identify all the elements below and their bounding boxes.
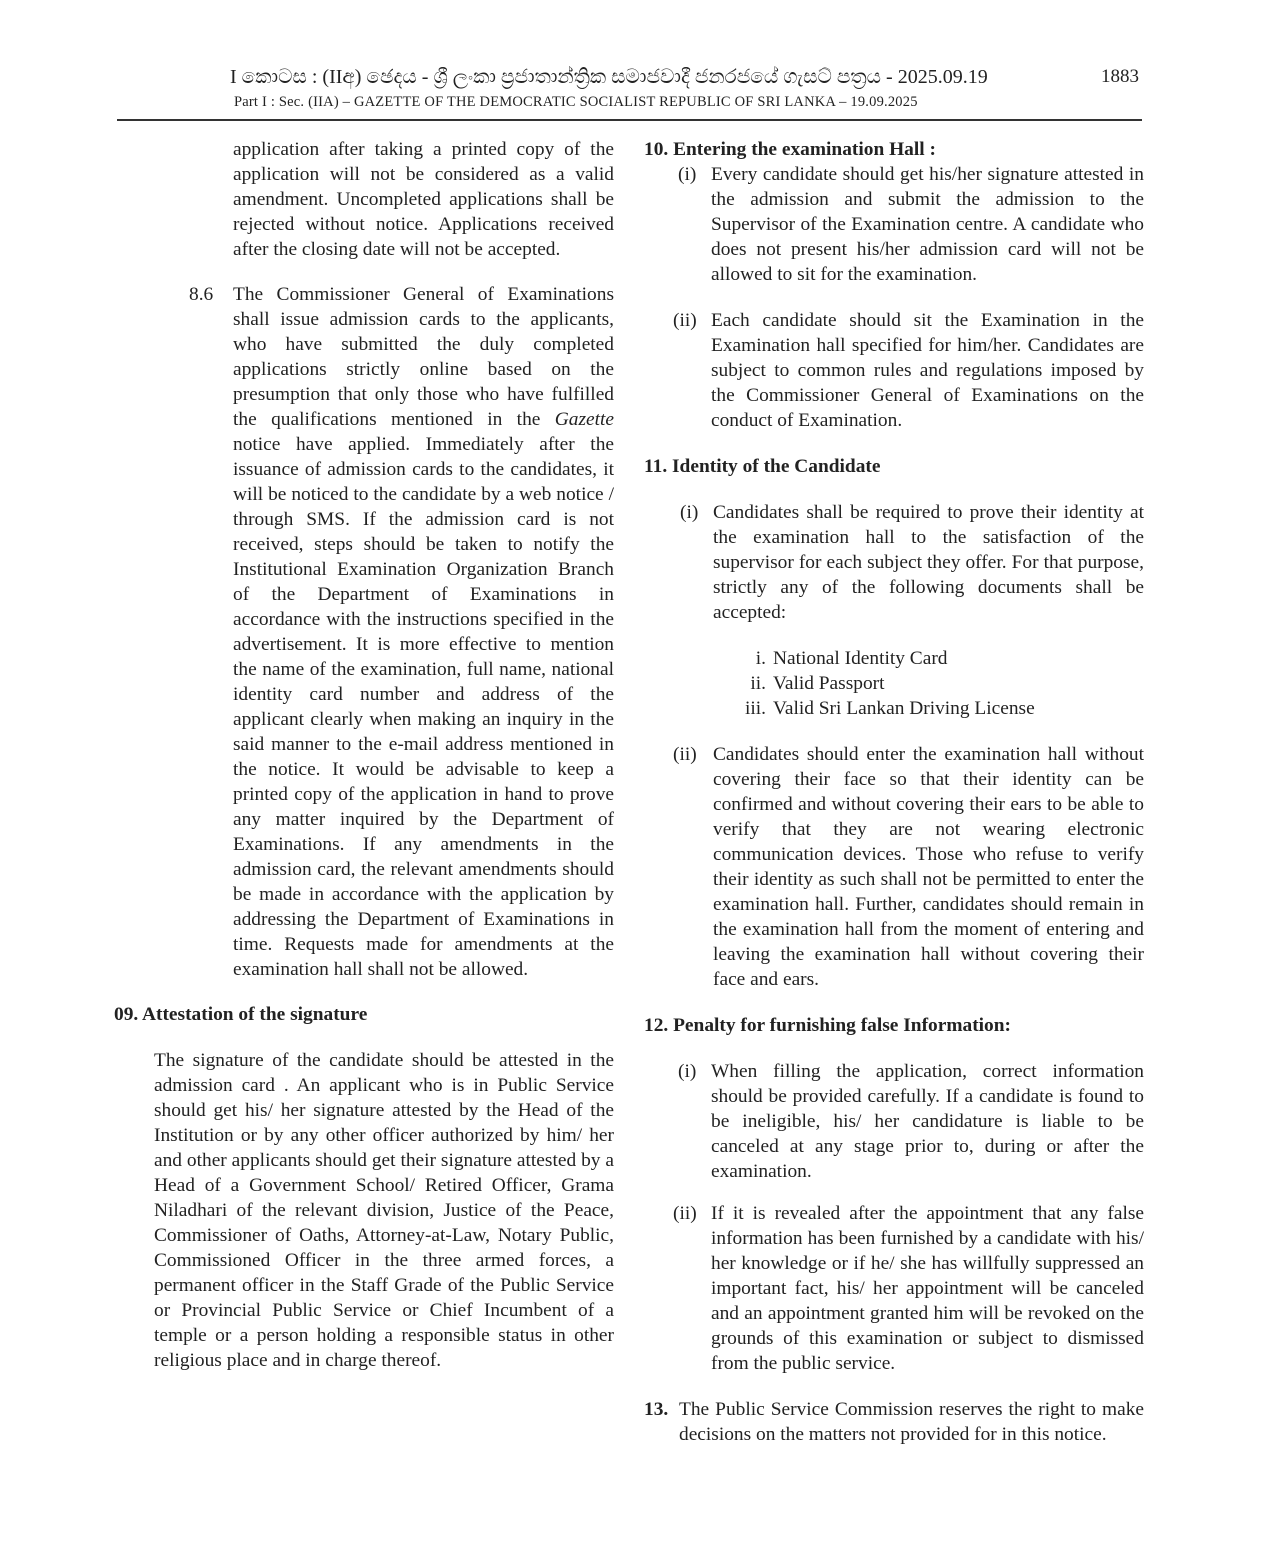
section-8-6 xyxy=(114,282,614,982)
section-11-i-text: Candidates shall be required to prove their identity at the examination hall to the satisfaction of the supervisor for each subject they offer. For that purpose, strictly any of the following documents shall be accepted: xyxy=(713,502,1144,623)
document-item-num: iii. xyxy=(744,698,766,719)
section-12-item-ii xyxy=(644,1201,1144,1376)
document-item xyxy=(644,646,1144,671)
document-item-label: Valid Sri Lankan Driving License xyxy=(773,698,1035,719)
section-09-text: The signature of the candidate should be attested in the admission card . An applicant who is in Public Service should get his/ her signature attested by the Head of the Institution or by any other officer authorized by him/ her and other applicants should get their signature attested by a Head of a Government School/ Retired Officer, Grama Niladhari of the relevant division, Justice of the Peace, Commissioner of Oaths, Attorney-at-Law, Notary Public, Commissioned Officer in the three armed forces, a permanent officer in the Staff Grade of the Public Service or Provincial Public Service or Chief Incumbent of a temple or a person holding a responsible status in other religious place and in charge thereof. xyxy=(154,1050,614,1371)
gazette-italic: Gazette xyxy=(554,409,614,430)
section-11-item-ii xyxy=(644,742,1144,992)
document-item-num: ii. xyxy=(750,673,766,694)
section-10-i-text: Every candidate should get his/her signature attested in the admission and submit the admission to the Supervisor of the Examination centre. A candidate who does not present his/her admission card will not be allowed to sit for the examination. xyxy=(711,164,1144,285)
section-8-6-text xyxy=(233,282,614,982)
section-12-heading: 12. Penalty for furnishing false Information: xyxy=(644,1015,1011,1036)
section-12-item-i xyxy=(644,1059,1144,1184)
section-8-6-number: 8.6 xyxy=(189,284,214,305)
section-11-item-i xyxy=(644,500,1144,625)
gazette-header-english: Part I : Sec. (IIA) – GAZETTE OF THE DEMOCRATIC SOCIALIST REPUBLIC OF SRI LANKA – 19.09.2025 xyxy=(234,94,918,110)
section-10-item-i xyxy=(644,162,1144,287)
section-8-6-text-a: The Commissioner General of Examinations shall issue admission cards to the applicants, who have submitted the duly completed applications strictly online based on the presumption that only those who have fulfilled the qualifications mentioned in the xyxy=(233,284,614,430)
section-11-heading: 11. Identity of the Candidate xyxy=(644,456,881,477)
section-13-number: 13. xyxy=(644,1399,669,1420)
section-09-heading: 09. Attestation of the signature xyxy=(114,1004,368,1025)
document-item-num: i. xyxy=(755,648,766,669)
continuation-paragraph: application after taking a printed copy of the application will not be considered as a valid amendment. Uncompleted applications shall be rejected without notice. Applications received after the closing date will not be accepted. xyxy=(233,139,614,260)
section-13 xyxy=(644,1397,1144,1447)
header-divider xyxy=(117,119,1142,121)
section-10-ii-num: (ii) xyxy=(673,310,697,331)
section-13-text: The Public Service Commission reserves the right to make decisions on the matters not provided for in this notice. xyxy=(679,1399,1144,1445)
document-item-label: Valid Passport xyxy=(773,673,885,694)
section-11-i-num: (i) xyxy=(680,502,699,523)
document-item xyxy=(644,696,1144,721)
left-column xyxy=(114,137,614,1373)
section-12-i-num: (i) xyxy=(678,1061,697,1082)
section-11-ii-text: Candidates should enter the examination hall without covering their face so that their identity can be confirmed and without covering their ears to be able to verify that they are not wearing electronic communication devices. Those who refuse to verify their identity as such shall not be permitted to enter the examination hall. Further, candidates should remain in the examination hall from the moment of entering and leaving the examination hall without covering their face and ears. xyxy=(713,744,1144,990)
document-item-label: National Identity Card xyxy=(773,648,948,669)
document-item xyxy=(644,671,1144,696)
right-column xyxy=(644,137,1144,1447)
accepted-documents-list xyxy=(644,646,1144,721)
section-10-ii-text: Each candidate should sit the Examination in the Examination hall specified for him/her. Candidates are subject to common rules and regulations imposed by the Commissioner General of Examinations on the conduct of Examination. xyxy=(711,310,1144,431)
section-12-ii-text: If it is revealed after the appointment that any false information has been furnished by a candidate with his/ her knowledge or if he/ she has willfully suppressed an important fact, his/ her appointment will be canceled and an appointment granted him will be revoked on the grounds of this examination or subject to dismissed from the public service. xyxy=(711,1203,1144,1374)
section-10-i-num: (i) xyxy=(678,164,697,185)
section-12-ii-num: (ii) xyxy=(673,1203,697,1224)
section-8-6-text-b: notice have applied. Immediately after the issuance of admission cards to the candidates, it will be noticed to the candidate by a web notice / through SMS. If the admission card is not received, steps should be taken to notify the Institutional Examination Organization Branch of the Department of Examinations in accordance with the instructions specified in the advertisement. It is more effective to mention the name of the examination, full name, national identity card number and address of the applicant clearly when making an inquiry in the said manner to the e-mail address mentioned in the notice. It would be advisable to keep a printed copy of the application in hand to prove any matter inquired by the Department of Examinations. If any amendments in the admission card, the relevant amendments should be made in accordance with the application by addressing the Department of Examinations in time. Requests made for amendments at the examination hall shall not be allowed. xyxy=(233,434,614,980)
section-12-i-text: When filling the application, correct information should be provided carefully. If a candidate is found to be ineligible, his/ her candidature is liable to be canceled at any stage prior to, during or after the examination. xyxy=(711,1061,1144,1182)
section-10-heading: 10. Entering the examination Hall : xyxy=(644,139,936,160)
page-number: 1883 xyxy=(1101,66,1139,87)
section-10-item-ii xyxy=(644,308,1144,433)
section-11-ii-num: (ii) xyxy=(673,744,697,765)
gazette-header-sinhala: I කොටස : (IIඅ) ඡෙදය - ශ්‍රී ලංකා ප්‍රජාතාන්ත්‍රික සමාජවාදී ජනරජයේ ගැසට් පත්‍රය - 2025.09.19 xyxy=(230,66,988,88)
